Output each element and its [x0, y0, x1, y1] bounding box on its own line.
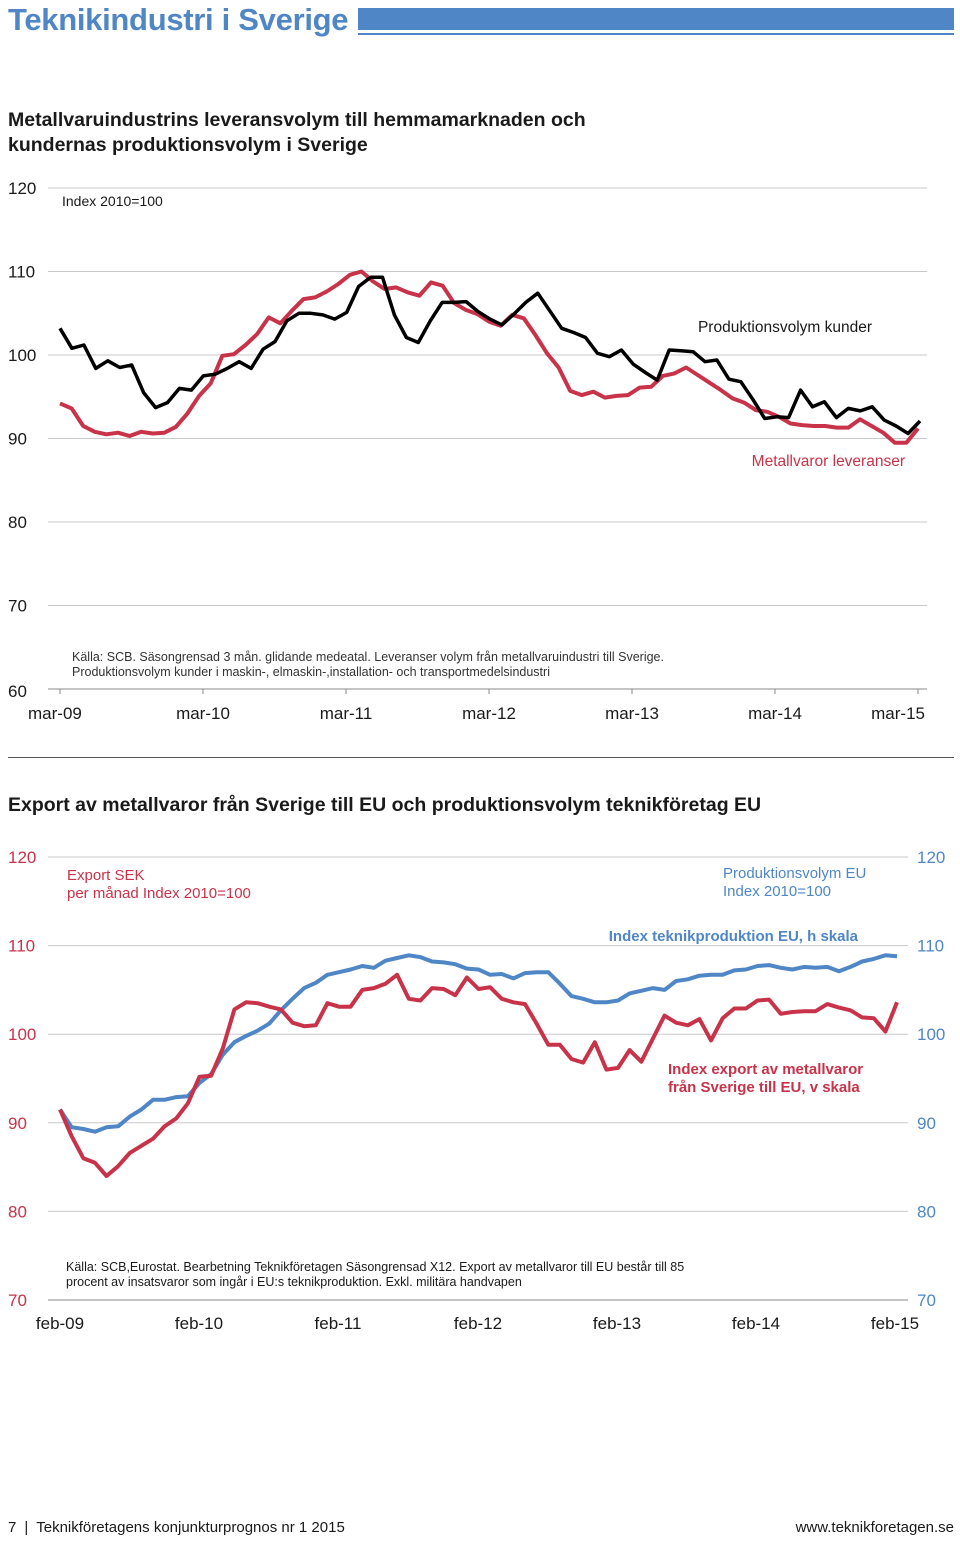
chart2-left-axis-label-1: Export SEK — [67, 867, 145, 884]
chart1-ytick-label: 100 — [8, 346, 37, 365]
chart2-ytick-left: 120 — [8, 848, 37, 867]
chart1-series-label-metallvaror: Metallvaror leveranser — [751, 453, 905, 470]
chart2-ytick-right: 80 — [917, 1202, 936, 1222]
chart2-xtick-label: feb-15 — [870, 1314, 920, 1333]
chart1-xtick-label: mar-10 — [176, 704, 230, 723]
chart2-ytick-right: 90 — [917, 1113, 936, 1133]
chart2-series-label-export-2: från Sverige till EU, v skala — [668, 1079, 860, 1096]
chart2-ytick-right: 110 — [917, 936, 945, 956]
chart2-ytick-right: 120 — [917, 848, 946, 867]
chart2-xtick-label: feb-12 — [453, 1314, 503, 1333]
chart1-ytick-label: 70 — [8, 596, 27, 616]
chart1-ytick-label: 80 — [8, 513, 27, 532]
chart1-ytick-label: 110 — [8, 262, 36, 282]
chart2-xtick-label: feb-13 — [592, 1314, 642, 1333]
chart1-xtick-label: mar-12 — [462, 704, 516, 723]
chart2-source-note-1: Källa: SCB,Eurostat. Bearbetning Teknikföretagen Säsongrensad X12. Export av metallvaror till EU består till 85 — [66, 1260, 685, 1274]
chart2-xtick-label: feb-11 — [314, 1314, 362, 1333]
footer-page-number: 7 — [8, 1519, 17, 1536]
chart2-xtick-label: feb-09 — [35, 1314, 85, 1333]
header-title: Teknikindustri i Sverige — [8, 2, 349, 37]
chart1-source-note-1: Källa: SCB. Säsongrensad 3 mån. glidande medeatal. Leveranser volym från metallvaruindustri till Sverige. — [72, 650, 664, 664]
chart2-series-label-export-1: Index export av metallvaror — [668, 1061, 864, 1078]
chart2-ytick-left: 90 — [8, 1113, 27, 1133]
chart1-series-label-produktion: Produktionsvolym kunder — [697, 319, 872, 336]
chart1-ytick-label: 120 — [8, 179, 37, 198]
chart1-xtick-label: mar-11 — [319, 704, 373, 723]
chart2-ytick-left: 80 — [8, 1202, 27, 1222]
chart1-xtick-label: mar-09 — [28, 704, 82, 723]
chart1-ytick-label: 60 — [8, 682, 27, 701]
chart1-title: Metallvaruindustrins leveransvolym till hemmamarknaden och kundernas produktionsvolym i Sverige — [8, 109, 586, 156]
chart1-xtick-label: mar-15 — [871, 704, 925, 723]
chart2-xtick-label: feb-14 — [731, 1314, 781, 1333]
chart1-xtick-label: mar-14 — [748, 704, 802, 723]
chart2-ytick-left: 110 — [8, 936, 36, 956]
chart2-ytick-right: 70 — [917, 1291, 936, 1310]
chart2-left-axis-label-2: per månad Index 2010=100 — [67, 885, 251, 902]
chart2-ytick-left: 100 — [8, 1025, 37, 1045]
chart1-ytick-label: 90 — [8, 429, 27, 449]
chart2-right-axis-label-1: Produktionsvolym EU — [723, 865, 867, 882]
footer — [8, 1519, 954, 1536]
chart2-ytick-right: 100 — [917, 1025, 946, 1045]
chart2-ytick-left: 70 — [8, 1291, 27, 1310]
footer-publication: Teknikföretagens konjunkturprognos nr 1 2015 — [36, 1519, 345, 1536]
footer-url: www.teknikforetagen.se — [795, 1519, 954, 1536]
chart1-source-note-2: Produktionsvolym kunder i maskin-, elmaskin-,installation- och transportmedelsindustri — [72, 665, 550, 679]
chart2-right-axis-label-2: Index 2010=100 — [723, 883, 832, 900]
footer-separator: | — [24, 1519, 29, 1536]
chart1-ylabel: Index 2010=100 — [62, 193, 163, 209]
chart1-xtick-label: mar-13 — [605, 704, 659, 723]
chart2-source-note-2: procent av insatsvaror som ingår i EU:s teknikproduktion. Exkl. militära handvapen — [66, 1275, 522, 1289]
chart2-series-label-teknikproduktion: Index teknikproduktion EU, h skala — [608, 928, 858, 945]
chart2-xtick-label: feb-10 — [174, 1314, 224, 1333]
chart2-title: Export av metallvaror från Sverige till EU och produktionsvolym teknikföretag EU — [8, 794, 762, 816]
